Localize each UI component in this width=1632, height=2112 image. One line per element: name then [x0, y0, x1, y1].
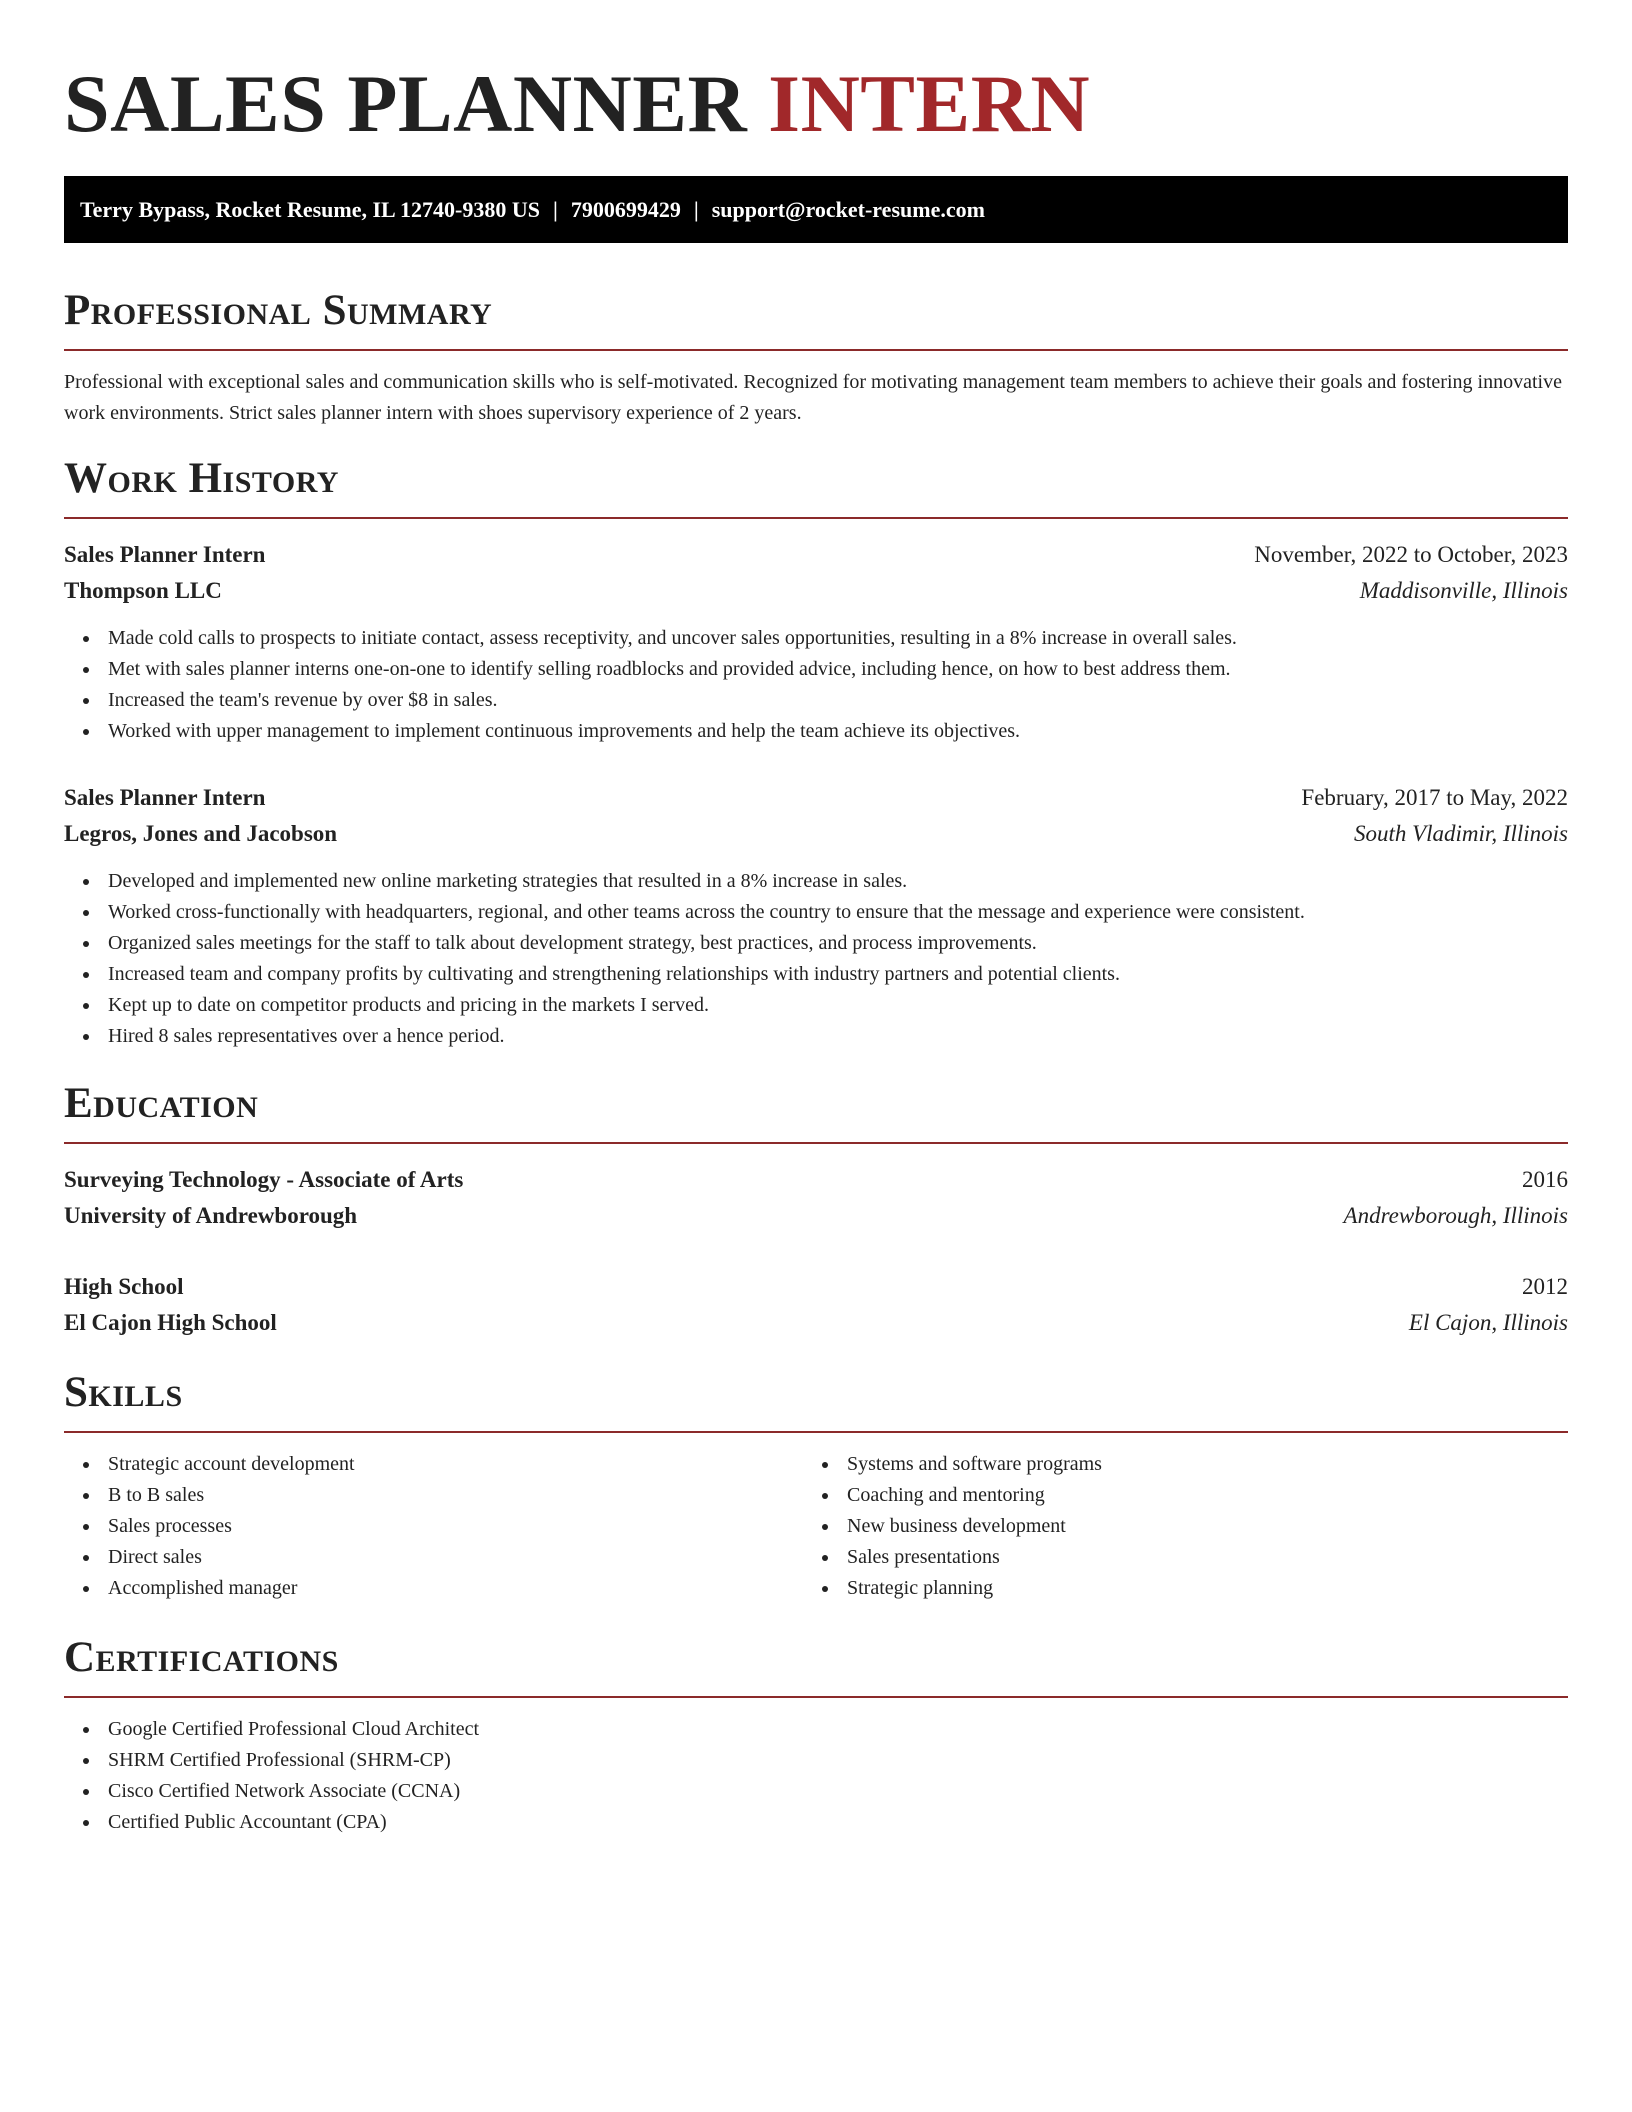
summary-text: Professional with exceptional sales and communication skills who is self-motivated. Recognized for motivating management team members to achieve their goals and fostering innovative work environments. Strict sales planner intern with shoes supervisory experience of 2 years.: [64, 371, 1562, 424]
degree-name: Surveying Technology - Associate of Arts: [64, 1167, 464, 1192]
skill-item: Coaching and mentoring: [803, 1480, 1542, 1511]
contact-bar: [64, 176, 1568, 243]
education-entry-header: [64, 1269, 1568, 1305]
certifications-list: [64, 1714, 1568, 1838]
job-title: Sales Planner Intern: [64, 542, 266, 567]
company-name: Thompson LLC: [64, 578, 222, 603]
work-entry-header: [64, 537, 1568, 573]
graduation-year: 2016: [1522, 1167, 1568, 1192]
section-divider: [64, 1431, 1568, 1433]
job-bullets: [64, 866, 1568, 1052]
skill-item: Strategic account development: [64, 1449, 803, 1480]
skill-item: B to B sales: [64, 1480, 803, 1511]
school-location: Andrewborough, Illinois: [1343, 1203, 1568, 1228]
education-entry-subheader: [64, 1305, 1568, 1341]
skills-column-right: [803, 1449, 1542, 1604]
certification-item: Google Certified Professional Cloud Architect: [64, 1714, 1568, 1745]
graduation-year: 2012: [1522, 1274, 1568, 1299]
section-divider: [64, 349, 1568, 351]
skill-item: Sales presentations: [803, 1542, 1542, 1573]
section-title-education: Education: [64, 1080, 259, 1127]
name-accent: INTERN: [768, 58, 1091, 149]
list-item: Made cold calls to prospects to initiate contact, assess receptivity, and uncover sales opportunities, resulting in a 8% increase in overall sales.: [64, 623, 1568, 654]
work-entry-subheader: [64, 816, 1568, 852]
section-divider: [64, 517, 1568, 519]
job-dates: February, 2017 to May, 2022: [1301, 785, 1568, 810]
education-entry: [64, 1162, 1568, 1234]
section-divider: [64, 1696, 1568, 1698]
section-divider: [64, 1142, 1568, 1144]
job-location: Maddisonville, Illinois: [1359, 578, 1568, 603]
skills-column-left: [64, 1449, 803, 1604]
skill-item: Accomplished manager: [64, 1573, 803, 1604]
certification-item: Certified Public Accountant (CPA): [64, 1807, 1568, 1838]
skills-grid: [64, 1449, 1568, 1604]
contact-phone[interactable]: 7900699429: [570, 196, 681, 222]
company-name: Legros, Jones and Jacobson: [64, 821, 338, 846]
contact-separator: |: [693, 196, 699, 222]
job-bullets: [64, 623, 1568, 747]
education-entry: [64, 1269, 1568, 1341]
list-item: Kept up to date on competitor products and pricing in the markets I served.: [64, 990, 1568, 1021]
list-item: Developed and implemented new online marketing strategies that resulted in a 8% increase in sales.: [64, 866, 1568, 897]
work-entry-header: [64, 780, 1568, 816]
list-item: Organized sales meetings for the staff to talk about development strategy, best practices, and process improvements.: [64, 928, 1568, 959]
name-main: SALES PLANNER: [64, 58, 748, 149]
skill-item: Strategic planning: [803, 1573, 1542, 1604]
work-entry: [64, 780, 1568, 1052]
contact-separator: |: [552, 196, 558, 222]
skill-item: New business development: [803, 1511, 1542, 1542]
school-name: El Cajon High School: [64, 1310, 277, 1335]
list-item: Worked cross-functionally with headquarters, regional, and other teams across the country to ensure that the message and experience were consistent.: [64, 897, 1568, 928]
section-title-certifications: Certifications: [64, 1634, 339, 1681]
contact-email[interactable]: support@rocket-resume.com: [711, 196, 985, 222]
section-title-summary: Professional Summary: [64, 287, 493, 334]
list-item: Increased the team's revenue by over $8 in sales.: [64, 685, 1568, 716]
school-location: El Cajon, Illinois: [1408, 1310, 1568, 1335]
skill-item: Direct sales: [64, 1542, 803, 1573]
work-entry: [64, 537, 1568, 747]
certification-item: Cisco Certified Network Associate (CCNA): [64, 1776, 1568, 1807]
education-entry-header: [64, 1162, 1568, 1198]
job-title: Sales Planner Intern: [64, 785, 266, 810]
school-name: University of Andrewborough: [64, 1203, 358, 1228]
list-item: Hired 8 sales representatives over a hence period.: [64, 1021, 1568, 1052]
job-location: South Vladimir, Illinois: [1353, 821, 1568, 846]
degree-name: High School: [64, 1274, 184, 1299]
list-item: Increased team and company profits by cultivating and strengthening relationships with industry partners and potential clients.: [64, 959, 1568, 990]
job-dates: November, 2022 to October, 2023: [1254, 542, 1568, 567]
section-title-skills: Skills: [64, 1369, 183, 1416]
contact-address: Terry Bypass, Rocket Resume, IL 12740-9380 US: [80, 196, 540, 222]
education-entry-subheader: [64, 1198, 1568, 1234]
list-item: Met with sales planner interns one-on-one to identify selling roadblocks and provided advice, including hence, on how to best address them.: [64, 654, 1568, 685]
skill-item: Sales processes: [64, 1511, 803, 1542]
section-title-work-history: Work History: [64, 455, 339, 502]
resume-name: [64, 54, 1568, 154]
certification-item: SHRM Certified Professional (SHRM-CP): [64, 1745, 1568, 1776]
list-item: Worked with upper management to implement continuous improvements and help the team achieve its objectives.: [64, 716, 1568, 747]
skill-item: Systems and software programs: [803, 1449, 1542, 1480]
work-entry-subheader: [64, 573, 1568, 609]
